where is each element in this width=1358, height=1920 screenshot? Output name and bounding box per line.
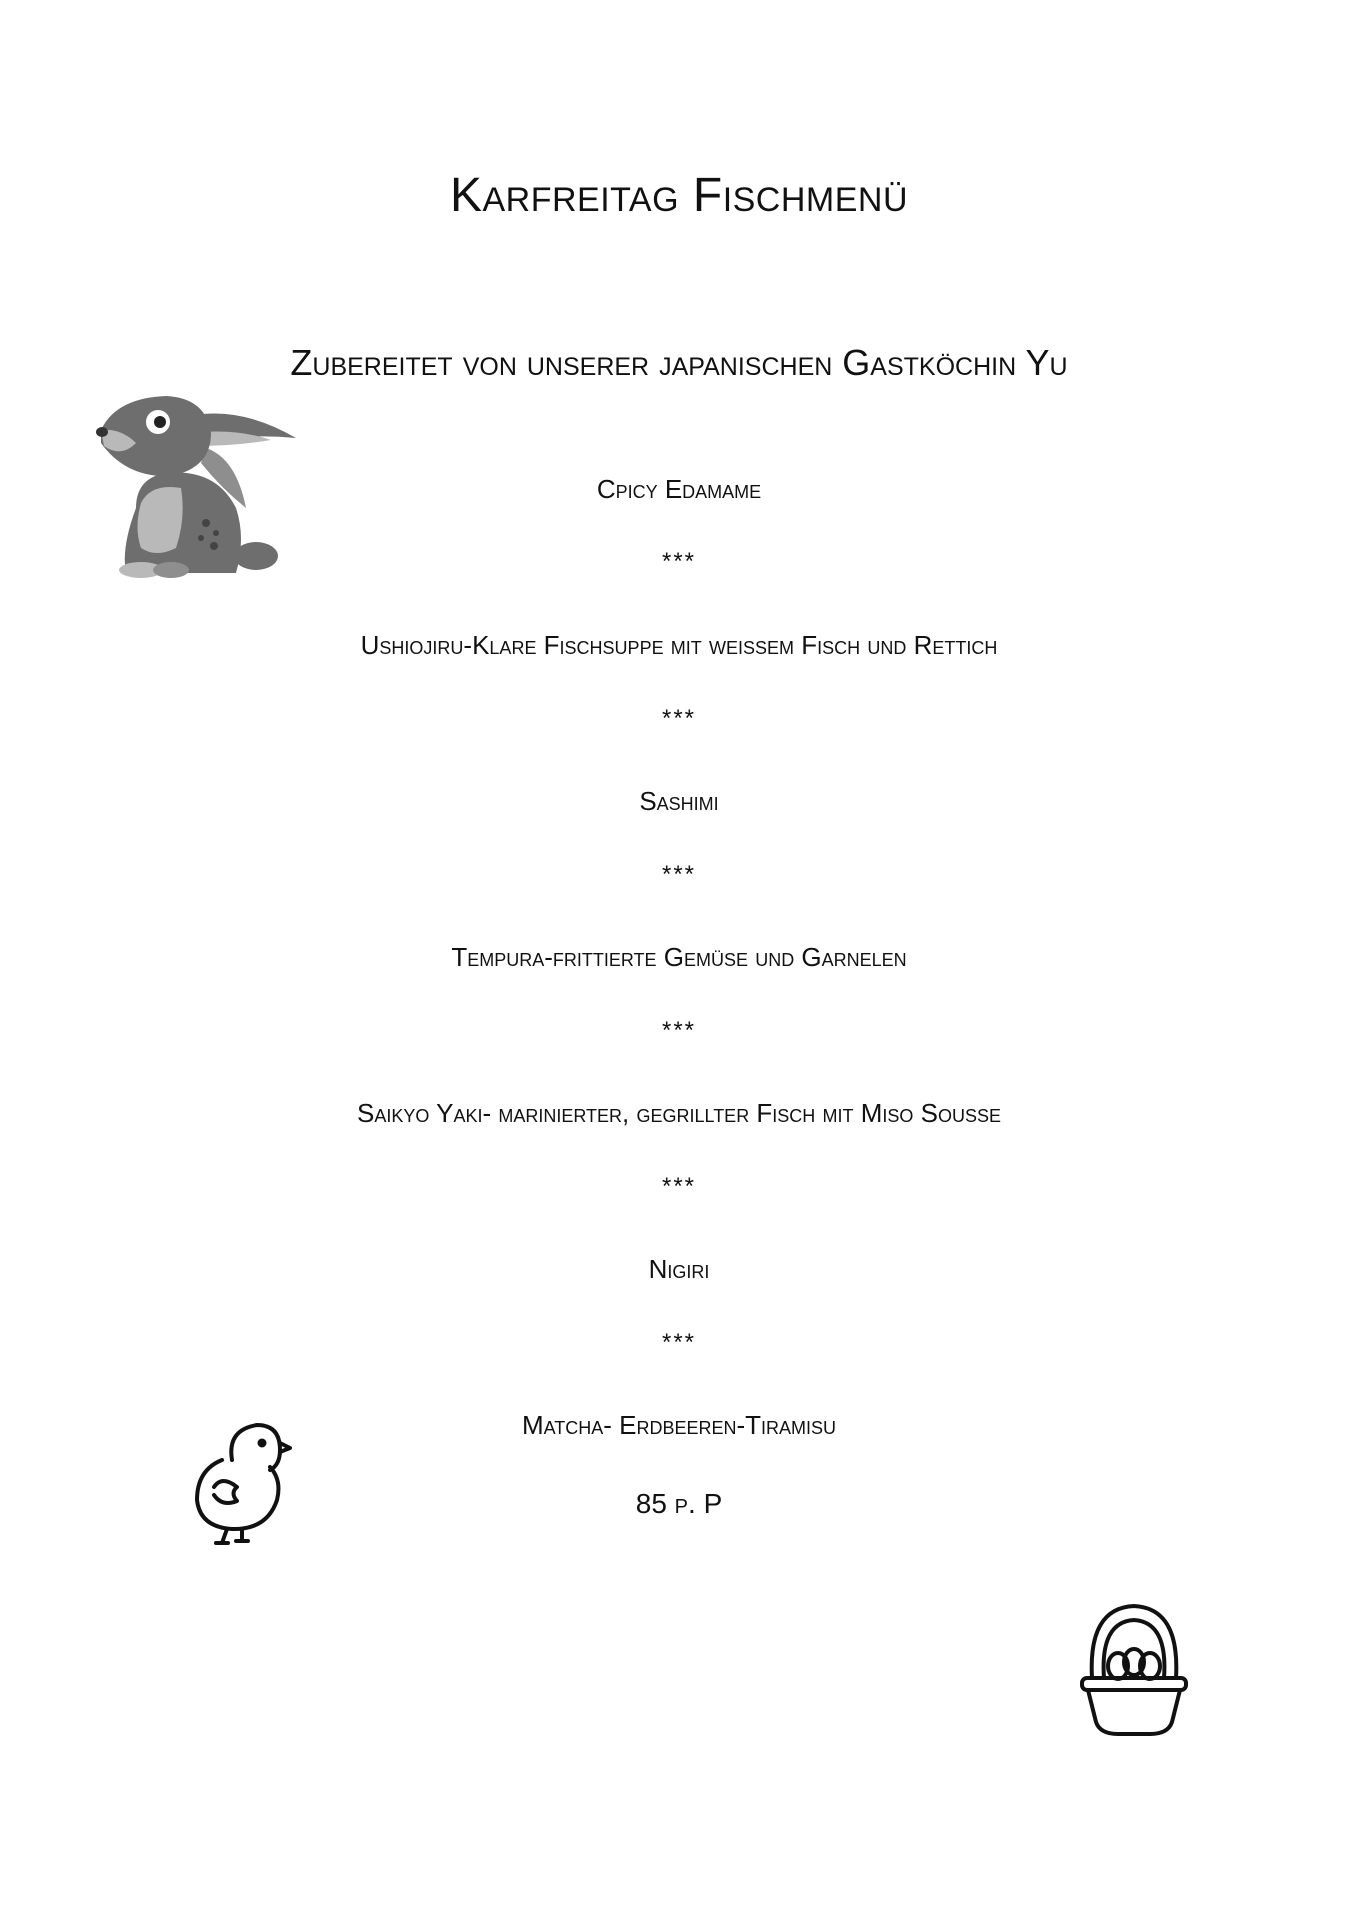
- separator: ***: [661, 1017, 697, 1044]
- course-1: Cpicy Edamame: [596, 474, 762, 504]
- course-5: Saikyo Yaki- marinierter, gegrillter Fisch mit Miso Souße: [357, 1098, 1001, 1128]
- course-4: Tempura-frittierte Gemüse und Garnelen: [451, 942, 907, 972]
- menu-title: Karfreitag Fischmenü: [449, 169, 909, 222]
- separator: ***: [661, 548, 697, 575]
- easter-basket-icon: [1078, 1600, 1190, 1740]
- menu-price: 85 p. P: [635, 1488, 723, 1519]
- separator: ***: [661, 1329, 697, 1356]
- separator: ***: [661, 1173, 697, 1200]
- course-3: Sashimi: [639, 786, 719, 816]
- menu-subtitle: Zubereitet von unserer japanischen Gastköchin Yu: [290, 342, 1068, 383]
- separator: ***: [661, 861, 697, 888]
- chick-icon: [192, 1415, 302, 1545]
- course-6: Nigiri: [648, 1254, 710, 1284]
- course-7: Matcha- Erdbeeren-Tiramisu: [521, 1410, 837, 1440]
- separator: ***: [661, 705, 697, 732]
- course-2: Ushiojiru-Klare Fischsuppe mit weißem Fisch und Rettich: [360, 630, 998, 660]
